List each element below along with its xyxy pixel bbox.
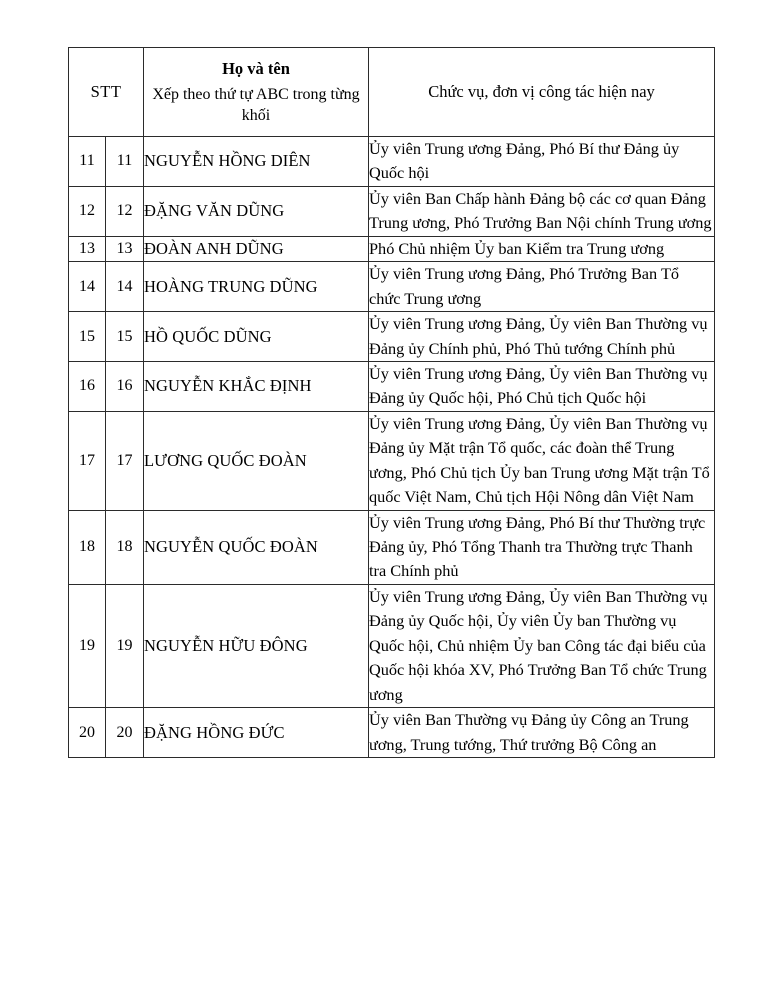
- row-number-secondary: 16: [106, 361, 144, 411]
- header-row: [69, 48, 715, 137]
- person-name: LƯƠNG QUỐC ĐOÀN: [144, 411, 369, 510]
- person-name: ĐẶNG HỒNG ĐỨC: [144, 708, 369, 758]
- person-position-text: Ủy viên Ban Thường vụ Đảng ủy Công an Trung ương, Trung tướng, Thứ trưởng Bộ Công an: [369, 710, 689, 754]
- person-position-text: Ủy viên Trung ương Đảng, Ủy viên Ban Thường vụ Đảng ủy Chính phủ, Phó Thủ tướng Chính phủ: [369, 314, 708, 358]
- table-row: [69, 411, 715, 510]
- table-row: [69, 510, 715, 584]
- row-number-secondary: 19: [106, 584, 144, 707]
- person-name: ĐOÀN ANH DŨNG: [144, 236, 369, 261]
- table-header: [69, 48, 715, 137]
- person-position-text: Ủy viên Trung ương Đảng, Ủy viên Ban Thường vụ Đảng ủy Quốc hội, Ủy viên Ủy ban Thường vụ Quốc hội, Chủ nhiệm Ủy ban Công tác đại biểu của Quốc hội khóa XV, Phó Trưởng Ban Tổ chức Trung ương: [369, 586, 708, 704]
- row-number-primary: 15: [69, 312, 106, 362]
- person-position: [369, 584, 715, 707]
- person-name: HỒ QUỐC DŨNG: [144, 312, 369, 362]
- row-number-primary: 16: [69, 361, 106, 411]
- person-position: [369, 262, 715, 312]
- row-number-secondary: 13: [106, 236, 144, 261]
- person-position: [369, 312, 715, 362]
- person-name: ĐẶNG VĂN DŨNG: [144, 186, 369, 236]
- row-number-primary: 12: [69, 186, 106, 236]
- row-number-primary: 19: [69, 584, 106, 707]
- row-number-secondary: 12: [106, 186, 144, 236]
- person-name: NGUYỄN KHẮC ĐỊNH: [144, 361, 369, 411]
- column-header-name-title: Họ và tên: [222, 59, 290, 79]
- column-header-position: Chức vụ, đơn vị công tác hiện nay: [369, 48, 715, 137]
- row-number-secondary: 15: [106, 312, 144, 362]
- person-position: [369, 236, 715, 261]
- table-row: [69, 186, 715, 236]
- person-position: [369, 411, 715, 510]
- row-number-secondary: 18: [106, 510, 144, 584]
- person-position: [369, 361, 715, 411]
- column-header-name-subtitle: Xếp theo thứ tự ABC trong từng khối: [152, 85, 360, 124]
- row-number-secondary: 20: [106, 708, 144, 758]
- column-header-name: [144, 48, 369, 137]
- table-row: [69, 708, 715, 758]
- row-number-primary: 18: [69, 510, 106, 584]
- column-header-stt: STT: [69, 48, 144, 137]
- table-row: [69, 312, 715, 362]
- person-position-text: Ủy viên Trung ương Đảng, Phó Bí thư Đảng ủy Quốc hội: [369, 139, 680, 183]
- person-name: NGUYỄN HỮU ĐÔNG: [144, 584, 369, 707]
- person-position-text: Ủy viên Trung ương Đảng, Ủy viên Ban Thường vụ Đảng ủy Mặt trận Tổ quốc, các đoàn thể Trung ương, Phó Chủ tịch Ủy ban Trung ương Mặt trận Tổ quốc Việt Nam, Chủ tịch Hội Nông dân Việt Nam: [369, 413, 710, 507]
- person-position-text: Ủy viên Trung ương Đảng, Phó Bí thư Thường trực Đảng ủy, Phó Tổng Thanh tra Thường trực Thanh tra Chính phủ: [369, 512, 706, 581]
- person-position: [369, 708, 715, 758]
- table-row: [69, 137, 715, 187]
- table-row: [69, 236, 715, 261]
- person-position: [369, 137, 715, 187]
- row-number-secondary: 17: [106, 411, 144, 510]
- person-name: NGUYỄN QUỐC ĐOÀN: [144, 510, 369, 584]
- row-number-secondary: 11: [106, 137, 144, 187]
- row-number-primary: 14: [69, 262, 106, 312]
- person-position-text: Ủy viên Trung ương Đảng, Phó Trưởng Ban Tổ chức Trung ương: [369, 264, 680, 308]
- table-row: [69, 361, 715, 411]
- table-body: [69, 137, 715, 758]
- row-number-primary: 13: [69, 236, 106, 261]
- row-number-primary: 11: [69, 137, 106, 187]
- person-position-text: Ủy viên Trung ương Đảng, Ủy viên Ban Thường vụ Đảng ủy Quốc hội, Phó Chủ tịch Quốc hội: [369, 363, 708, 408]
- person-position-text: Ủy viên Ban Chấp hành Đảng bộ các cơ quan Đảng Trung ương, Phó Trưởng Ban Nội chính Trung ương: [369, 188, 712, 233]
- person-position-text: Phó Chủ nhiệm Ủy ban Kiểm tra Trung ương: [369, 238, 665, 258]
- person-name: HOÀNG TRUNG DŨNG: [144, 262, 369, 312]
- row-number-secondary: 14: [106, 262, 144, 312]
- table-row: [69, 262, 715, 312]
- person-position: [369, 510, 715, 584]
- row-number-primary: 17: [69, 411, 106, 510]
- row-number-primary: 20: [69, 708, 106, 758]
- table-row: [69, 584, 715, 707]
- personnel-table: [68, 47, 715, 758]
- person-position: [369, 186, 715, 236]
- person-name: NGUYỄN HỒNG DIÊN: [144, 137, 369, 187]
